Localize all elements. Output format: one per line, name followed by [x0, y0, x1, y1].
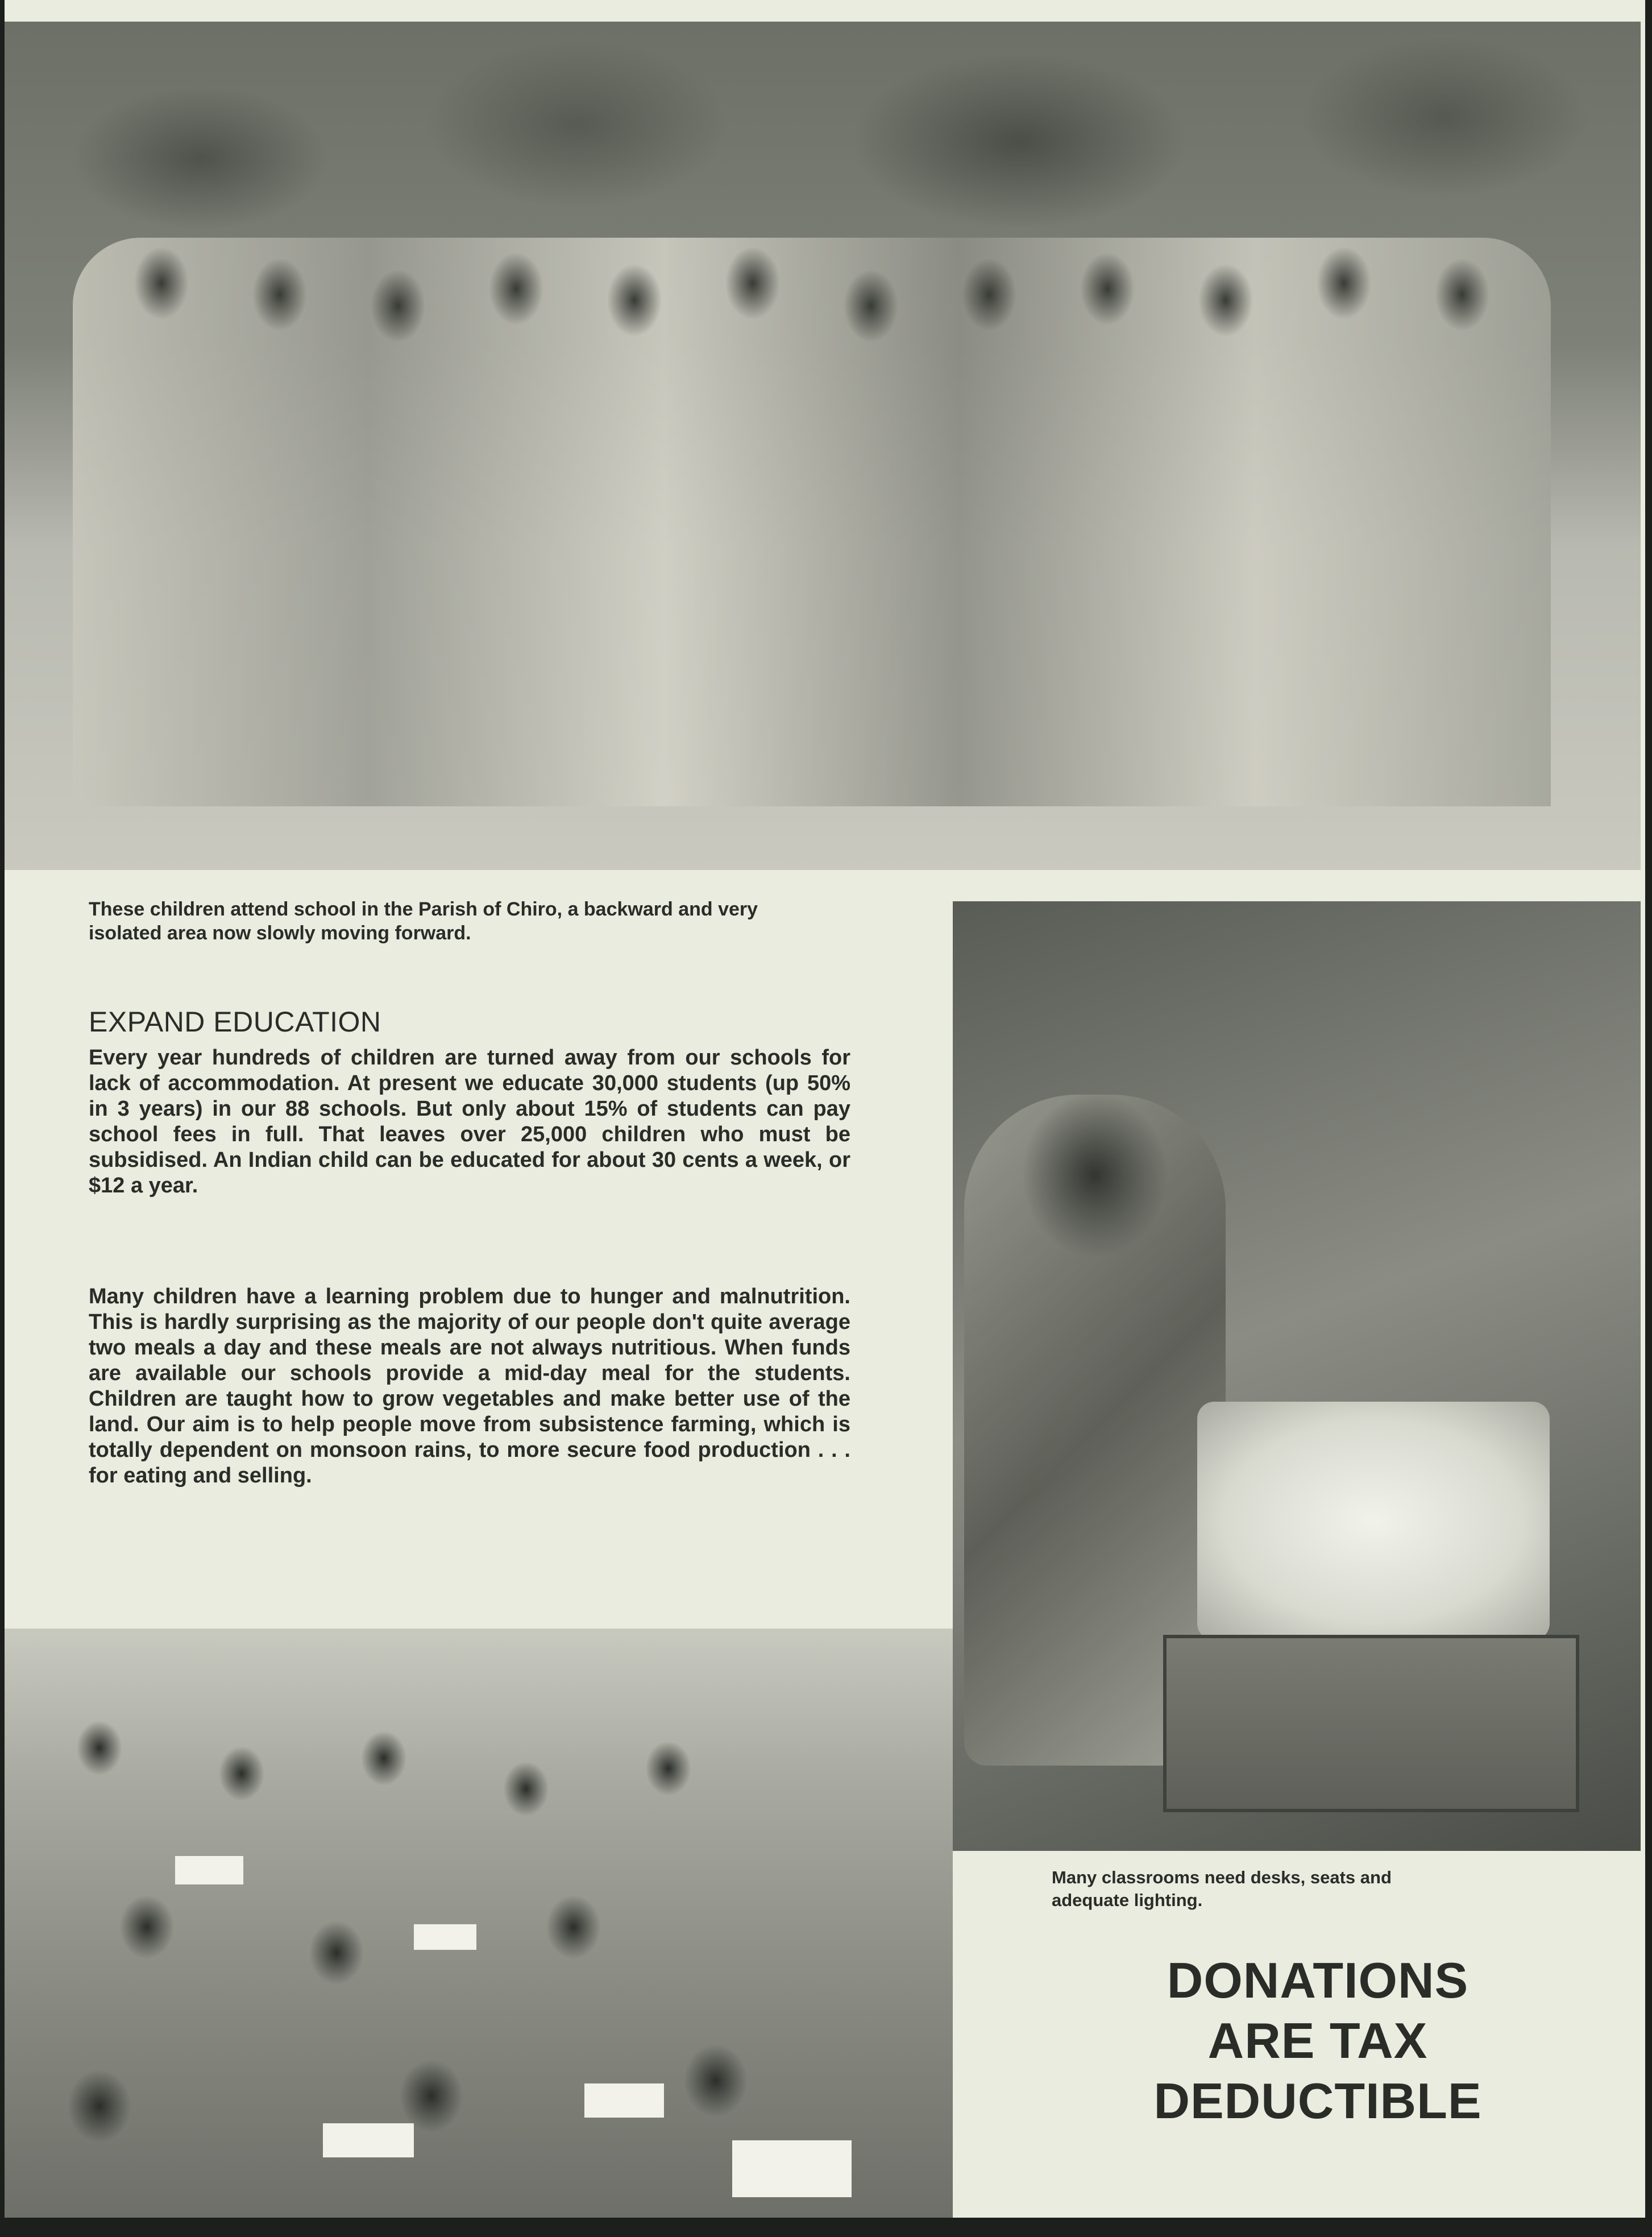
- photo-children-group: [5, 22, 1641, 870]
- photo-wooden-box: [1163, 1635, 1579, 1812]
- photo-classroom-floor: [5, 1629, 953, 2218]
- donations-callout: [994, 1950, 1642, 2131]
- caption-children-photo: These children attend school in the Parish of Chiro, a backward and very isolated area now slowly moving forward.: [89, 898, 758, 944]
- body-paragraph-2: Many children have a learning problem due to hunger and malnutrition. This is hardly surprising as the majority of our people don't quite average two meals a day and these meals are not always nutritious. When funds are available our schools provide a mid-day meal for the students. Children are taught how to grow vegetables and make better use of the land. Our aim is to help people move from subsistence farming, which is totally dependent on monsoon rains, to more secure food production . . . for eating and selling.: [89, 1285, 850, 1488]
- donations-callout-line-3: DEDUCTIBLE: [1153, 2073, 1482, 2129]
- donations-callout-line-1: DONATIONS: [1167, 1952, 1469, 2008]
- photo-rice-serving: [953, 901, 1641, 1851]
- photo-children-crowd: [73, 238, 1551, 806]
- photo-classroom-children: [5, 1697, 953, 2209]
- body-paragraph-1: Every year hundreds of children are turned away from our schools for lack of accommodation. At present we educate 30,000 students (up 50% in 3 years) in our 88 schools. But only about 15% of students can pay school fees in full. That leaves over 25,000 children who must be subsidised. An Indian child can be educated for about 30 cents a week, or $12 a year.: [89, 1046, 850, 1198]
- caption-classrooms-photo: Many classrooms need desks, seats and adequate lighting.: [1052, 1867, 1392, 1910]
- donations-callout-line-2: ARE TAX: [1207, 2012, 1428, 2069]
- photo-rice-heap: [1197, 1402, 1550, 1641]
- brochure-page: [5, 0, 1645, 2218]
- section-heading: EXPAND EDUCATION: [89, 1006, 381, 1038]
